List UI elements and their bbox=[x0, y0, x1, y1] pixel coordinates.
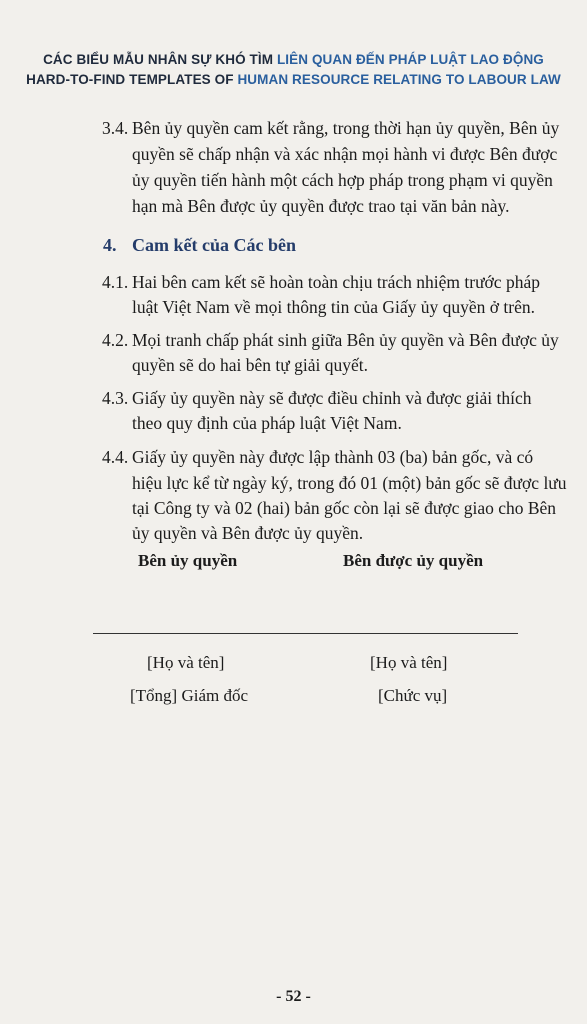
clause-line: Giấy ủy quyền này sẽ được điều chỉnh và được giải thích bbox=[132, 388, 532, 408]
clause-line: ủy quyền và Bên được ủy quyền. bbox=[132, 523, 364, 543]
header-en-dark: HARD-TO-FIND TEMPLATES OF bbox=[26, 72, 234, 87]
header-en-blue: HUMAN RESOURCE RELATING TO LABOUR LAW bbox=[237, 72, 561, 87]
clause-line: Hai bên cam kết sẽ hoàn toàn chịu trách nhiệm trước pháp bbox=[132, 272, 540, 292]
clause-number: 4.3. bbox=[102, 388, 129, 408]
signature-left-name: [Họ và tên] bbox=[147, 653, 225, 672]
clause-number: 3.4. bbox=[102, 118, 129, 138]
signature-left-title: [Tổng] Giám đốc bbox=[130, 686, 249, 705]
clause-number: 4.2. bbox=[102, 330, 129, 350]
clause-line: ủy quyền tiến hành một cách hợp pháp trong phạm vi quyền bbox=[132, 170, 553, 190]
signature-right-name: [Họ và tên] bbox=[370, 653, 448, 672]
clause-line: Mọi tranh chấp phát sinh giữa Bên ủy quyền và Bên được ủy bbox=[132, 330, 559, 350]
clause-line: quyền sẽ chấp nhận và xác nhận mọi hành vi được Bên được bbox=[132, 144, 558, 164]
clause-line: hiệu lực kể từ ngày ký, trong đó 01 (một) bản gốc sẽ được lưu bbox=[132, 473, 567, 493]
header-vi-dark: CÁC BIỂU MẪU NHÂN SỰ KHÓ TÌM bbox=[43, 52, 274, 67]
clause-line: luật Việt Nam về mọi thông tin của Giấy ủy quyền ở trên. bbox=[132, 297, 536, 317]
header-vi-blue: LIÊN QUAN ĐẾN PHÁP LUẬT LAO ĐỘNG bbox=[276, 52, 544, 67]
section-title: Cam kết của Các bên bbox=[132, 235, 296, 255]
page-number: - 52 - bbox=[276, 988, 311, 1005]
clause-line: hạn mà Bên được ủy quyền được trao tại văn bản này. bbox=[132, 196, 510, 216]
signature-divider bbox=[93, 633, 518, 634]
clause-line: theo quy định của pháp luật Việt Nam. bbox=[132, 413, 402, 433]
signature-right-party: Bên được ủy quyền bbox=[343, 551, 484, 570]
running-header-vi bbox=[0, 52, 587, 67]
running-header-en bbox=[0, 72, 587, 87]
clause-line: Giấy ủy quyền này được lập thành 03 (ba) bản gốc, và có bbox=[132, 447, 534, 467]
clause-number: 4.1. bbox=[102, 272, 129, 292]
signature-right-title: [Chức vụ] bbox=[378, 686, 448, 705]
clause-number: 4.4. bbox=[102, 447, 129, 467]
clause-line: tại Công ty và 02 (hai) bản gốc còn lại sẽ được giao cho Bên bbox=[132, 498, 557, 518]
signature-left-party: Bên ủy quyền bbox=[138, 551, 238, 570]
section-number: 4. bbox=[103, 235, 117, 255]
clause-line: quyền sẽ do hai bên tự giải quyết. bbox=[132, 355, 368, 375]
clause-line: Bên ủy quyền cam kết rằng, trong thời hạn ủy quyền, Bên ủy bbox=[132, 118, 560, 138]
